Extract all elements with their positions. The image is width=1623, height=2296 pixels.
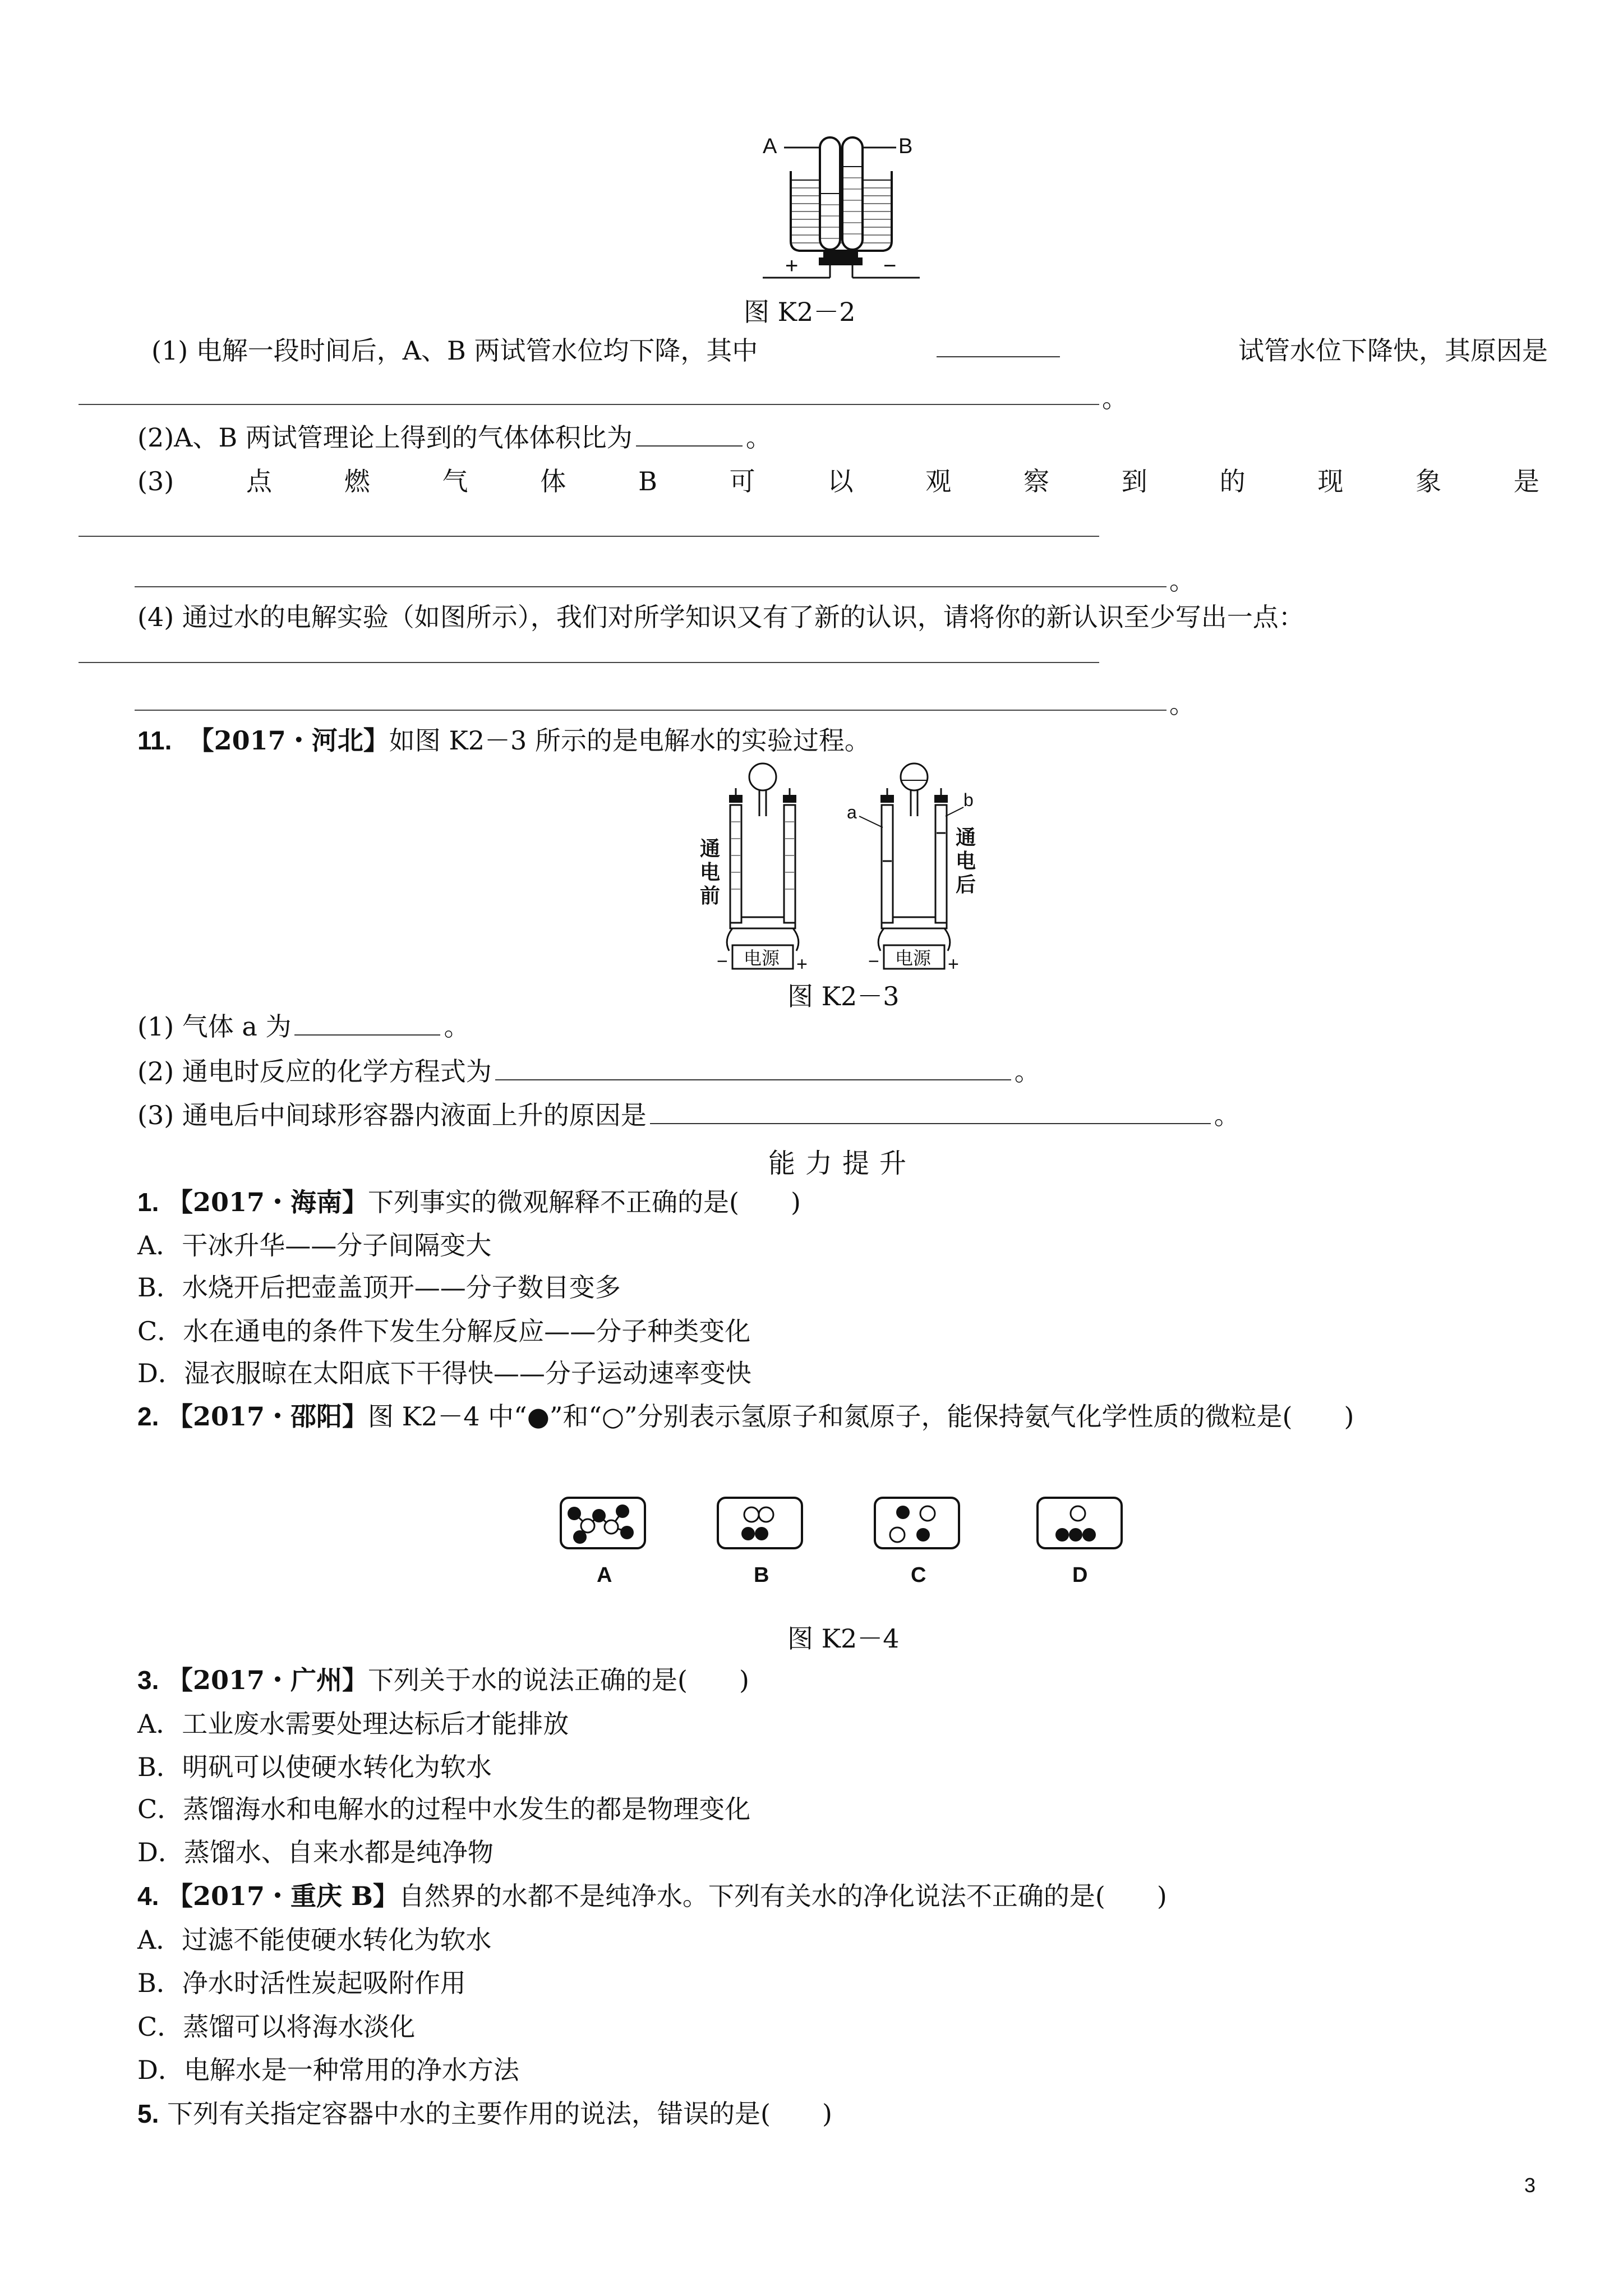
- q11-part1: [137, 1010, 469, 1043]
- q10-part3-char: 点: [246, 466, 272, 496]
- after-label-1: 通: [956, 826, 976, 849]
- question-number: 1.: [137, 1188, 159, 1217]
- figure-k2-2-caption: 图 K2－2: [744, 297, 856, 327]
- q10-answer-line-4b[interactable]: [135, 710, 1166, 711]
- q11-part2: [137, 1055, 1040, 1088]
- question-4-option-d[interactable]: D．电解水是一种常用的净水方法: [137, 2055, 519, 2085]
- q10-part3-char: 燃: [344, 466, 370, 496]
- q10-part3-end: 。: [1169, 565, 1195, 596]
- figure-k2-2: [751, 126, 931, 295]
- question-source: 【2017・邵阳】: [167, 1401, 368, 1432]
- figure-k2-4: [555, 1492, 1138, 1604]
- question-number: 4.: [137, 1881, 159, 1911]
- before-label-3: 前: [700, 884, 721, 907]
- question-text: 下列事实的微观解释不正确的是( ): [368, 1187, 801, 1217]
- question-3-option-d[interactable]: D．蒸馏水、自来水都是纯净物: [137, 1837, 494, 1867]
- q11-part2-end: 。: [1014, 1056, 1040, 1087]
- question-4-option-b[interactable]: B．净水时活性炭起吸附作用: [137, 1968, 466, 1998]
- q10-part3-char: B: [638, 466, 657, 496]
- q11-source: 【2017・河北】: [188, 725, 389, 756]
- q11-stem: [137, 724, 870, 757]
- option-d-label: D: [1072, 1563, 1088, 1587]
- option-c-molecules[interactable]: [875, 1498, 959, 1548]
- option-a-molecules[interactable]: [561, 1498, 645, 1548]
- q10-part3-char: 现: [1317, 466, 1344, 496]
- question-1-option-a[interactable]: A．干冰升华——分子间隔变大: [137, 1230, 492, 1260]
- q11-text: 如图 K2－3 所示的是电解水的实验过程。: [389, 725, 870, 756]
- q10-part3: [137, 464, 1539, 498]
- question-number: 2.: [137, 1402, 159, 1431]
- question-3-option-b[interactable]: B．明矾可以使硬水转化为软水: [137, 1752, 492, 1782]
- minus-sign: −: [883, 254, 897, 278]
- question-source: 【2017・广州】: [167, 1665, 368, 1695]
- label-b-tube: b: [963, 790, 974, 810]
- minus-after: −: [868, 951, 879, 972]
- question-4-stem: [137, 1879, 1167, 1913]
- question-source: 【2017・海南】: [167, 1187, 368, 1217]
- before-label-2: 电: [700, 861, 721, 884]
- power-label-after: 电源: [895, 948, 932, 968]
- option-b-molecules[interactable]: [718, 1498, 802, 1548]
- label-b: B: [898, 135, 913, 158]
- q10-part4: (4) 通过水的电解实验（如图所示），我们对所学知识又有了新的认识，请将你的新认识至少写出一点：: [137, 602, 1304, 632]
- question-2-stem: [137, 1400, 1354, 1433]
- q10-part3-char: 的: [1219, 466, 1246, 496]
- label-a: A: [763, 135, 777, 158]
- q11-answer-blank-3[interactable]: [650, 1101, 1211, 1124]
- question-source: 【2017・重庆 B】: [167, 1881, 399, 1911]
- after-label-3: 后: [956, 873, 976, 896]
- q10-part1-mid: 试管水位下降快，其原因是: [1238, 335, 1548, 366]
- q10-part2-start: (2)A、B 两试管理论上得到的气体体积比为: [137, 422, 633, 453]
- q11-part3-end: 。: [1214, 1100, 1240, 1130]
- q10-part1-start: (1) 电解一段时间后，A、B 两试管水位均下降，其中: [151, 335, 758, 366]
- plus-before: +: [796, 954, 808, 975]
- q10-part3-char: 气: [442, 466, 468, 496]
- question-text: 下列有关指定容器中水的主要作用的说法，错误的是( ): [167, 2099, 832, 2129]
- label-a-tube: a: [847, 802, 857, 822]
- q10-part3-char: 到: [1121, 466, 1147, 496]
- option-b-label: B: [754, 1563, 769, 1587]
- figure-k2-3-caption: 图 K2－3: [787, 981, 900, 1011]
- before-label-1: 通: [700, 837, 721, 860]
- figure-k2-3: [695, 760, 987, 979]
- plus-after: +: [948, 954, 959, 975]
- option-c-label: C: [911, 1563, 926, 1587]
- minus-before: −: [717, 951, 728, 972]
- q11-number: 11.: [137, 726, 172, 755]
- question-number: 3.: [137, 1665, 159, 1695]
- q10-answer-blank-2[interactable]: [636, 423, 743, 447]
- q10-answer-blank-1[interactable]: [937, 334, 1060, 357]
- q10-part4-end: 。: [1169, 689, 1195, 719]
- option-d-molecules[interactable]: [1038, 1498, 1122, 1548]
- q11-answer-blank-2[interactable]: [495, 1057, 1011, 1080]
- q10-answer-line-1[interactable]: [79, 404, 1099, 405]
- question-3-option-a[interactable]: A．工业废水需要处理达标后才能排放: [137, 1709, 569, 1739]
- question-text: 自然界的水都不是纯净水。下列有关水的净化说法不正确的是( ): [398, 1881, 1167, 1911]
- q10-part3-char: 是: [1513, 466, 1539, 496]
- option-a-label: A: [597, 1563, 612, 1587]
- q11-part1-end: 。: [444, 1011, 470, 1042]
- apparatus-before: [700, 763, 808, 975]
- q10-part3-char: 可: [729, 466, 755, 496]
- question-5-stem: [137, 2097, 832, 2131]
- question-4-option-a[interactable]: A．过滤不能使硬水转化为软水: [137, 1925, 492, 1955]
- question-3-stem: [137, 1663, 749, 1697]
- q10-part1: [151, 334, 1548, 367]
- q10-answer-line-3b[interactable]: [135, 586, 1166, 587]
- question-text: 图 K2－4 中“●”和“○”分别表示氢原子和氮原子，能保持氨气化学性质的微粒是( ): [368, 1401, 1354, 1432]
- plus-sign: +: [785, 254, 799, 278]
- q10-part2-end: 。: [745, 422, 772, 453]
- question-1-option-d[interactable]: D．湿衣服晾在太阳底下干得快——分子运动速率变快: [137, 1358, 751, 1388]
- section-title: 能力提升: [768, 1148, 917, 1179]
- q10-part3-char: 以: [827, 466, 854, 496]
- q10-part3-char: 观: [925, 466, 952, 496]
- q11-part3-start: (3) 通电后中间球形容器内液面上升的原因是: [137, 1100, 647, 1130]
- q10-part3-char: (3): [137, 466, 174, 496]
- q11-answer-blank-1[interactable]: [294, 1012, 440, 1036]
- page-number: 3: [1524, 2174, 1536, 2197]
- q10-part1-end: 。: [1102, 383, 1128, 413]
- q10-part3-char: 体: [540, 466, 566, 496]
- question-3-option-c[interactable]: C．蒸馏海水和电解水的过程中水发生的都是物理变化: [137, 1794, 751, 1824]
- power-label-before: 电源: [744, 948, 780, 968]
- q11-part3: [137, 1098, 1240, 1132]
- q10-part2: [137, 421, 772, 454]
- q11-part1-start: (1) 气体 a 为: [137, 1011, 292, 1042]
- question-text: 下列关于水的说法正确的是( ): [368, 1665, 749, 1695]
- question-4-option-c[interactable]: C．蒸馏可以将海水淡化: [137, 2012, 416, 2042]
- question-1-option-b[interactable]: B．水烧开后把壶盖顶开——分子数目变多: [137, 1272, 621, 1303]
- after-label-2: 电: [956, 849, 976, 872]
- figure-k2-4-caption: 图 K2－4: [787, 1623, 900, 1654]
- q10-answer-line-4a[interactable]: [79, 662, 1099, 663]
- apparatus-after: [847, 763, 976, 975]
- q10-part3-char: 象: [1415, 466, 1442, 496]
- q11-part2-start: (2) 通电时反应的化学方程式为: [137, 1056, 492, 1087]
- question-1-stem: [137, 1185, 801, 1219]
- question-1-option-c[interactable]: C．水在通电的条件下发生分解反应——分子种类变化: [137, 1316, 751, 1346]
- q10-part3-char: 察: [1023, 466, 1050, 496]
- question-number: 5.: [137, 2099, 159, 2128]
- q10-answer-line-3a[interactable]: [79, 536, 1099, 537]
